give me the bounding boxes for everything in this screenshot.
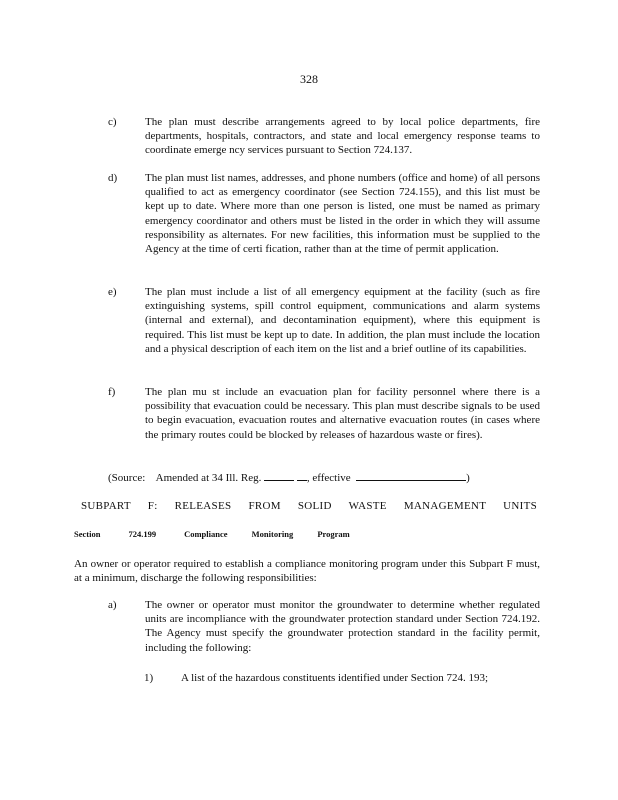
list-item-f [108, 385, 540, 442]
section-label: Section [74, 529, 101, 539]
item-label: e) [108, 286, 117, 298]
sub-item-text: A list of the hazardous constituents identified under Section 724. 193; [181, 672, 489, 684]
source-close: ) [466, 472, 470, 484]
item-label: a) [108, 599, 117, 611]
item-text: The plan must include a list of all emergency equipment at the facility (such as fire extinguishing systems, spill control equipment, communications and alarm systems (internal and external), and decontamination equipment), where this equipment is required. This list must be kept up to date. In addition, the plan must include the location and a physical description of each item on the list and a brief outline of its capabilities. [145, 286, 540, 355]
item-label: d) [108, 172, 118, 184]
list-item-e [108, 285, 540, 356]
source-prefix: (Source: [108, 472, 146, 484]
effective-date-blank [356, 470, 466, 481]
source-effective: , effective [306, 472, 351, 484]
subpart-heading: SUBPART F: RELEASES FROM SOLID WASTE MANAGEMENT UNITS [80, 500, 538, 512]
section-number: 724.199 [128, 529, 157, 539]
item-text: The plan must describe arrangements agreed to by local police departments, fire departments, hospitals, contractors, and state and local emergency response teams to coordinate emerge ncy services pursuant to Section 724.137. [145, 116, 540, 157]
section-heading [74, 529, 378, 539]
item-text: The plan mu st include an evacuation plan for facility personnel where there is a possibility that evacuation could be necessary. This plan must describe signals to be used to begin evacuation, evacuation routes and alternative evacuation routes (in cases where the primary routes could be blocked by releases of hazardous waste or fires). [145, 386, 540, 441]
intro-paragraph: An owner or operator required to establish a compliance monitoring program under this Subpart F must, at a minimum, discharge the following responsibilities: [74, 558, 540, 585]
sub-item-label: 1) [144, 672, 154, 684]
list-item-d [108, 171, 540, 256]
reg-page-blank [297, 470, 307, 481]
source-note [108, 470, 470, 485]
list-item-c [108, 115, 540, 158]
section-title: Compliance Monitoring Program [184, 529, 350, 539]
page-number: 328 [300, 72, 318, 86]
item-text: The owner or operator must monitor the groundwater to determine whether regulated units are incompliance with the groundwater protection standard under Section 724.192. The Agency must specify the groundwater protection standard in the facility permit, including the following: [145, 599, 540, 654]
source-amended: Amended at 34 Ill. Reg. [155, 472, 262, 484]
reg-volume-blank [264, 470, 294, 481]
item-text: The plan must list names, addresses, and phone numbers (office and home) of all persons qualified to act as emergency coordinator (see Section 724.155), and this list must be kept up to date. Where more than one person is listed, one must be named as primary emergency coordinator and others must be listed in the order in which they will assume responsibility as alternates. For new facilities, this information must be supplied to the Agency at the time of certi fication, rather than at the time of permit application. [145, 172, 540, 256]
list-item-a [108, 598, 540, 655]
item-label: f) [108, 386, 116, 398]
item-label: c) [108, 116, 117, 128]
sub-item-1 [144, 671, 488, 685]
